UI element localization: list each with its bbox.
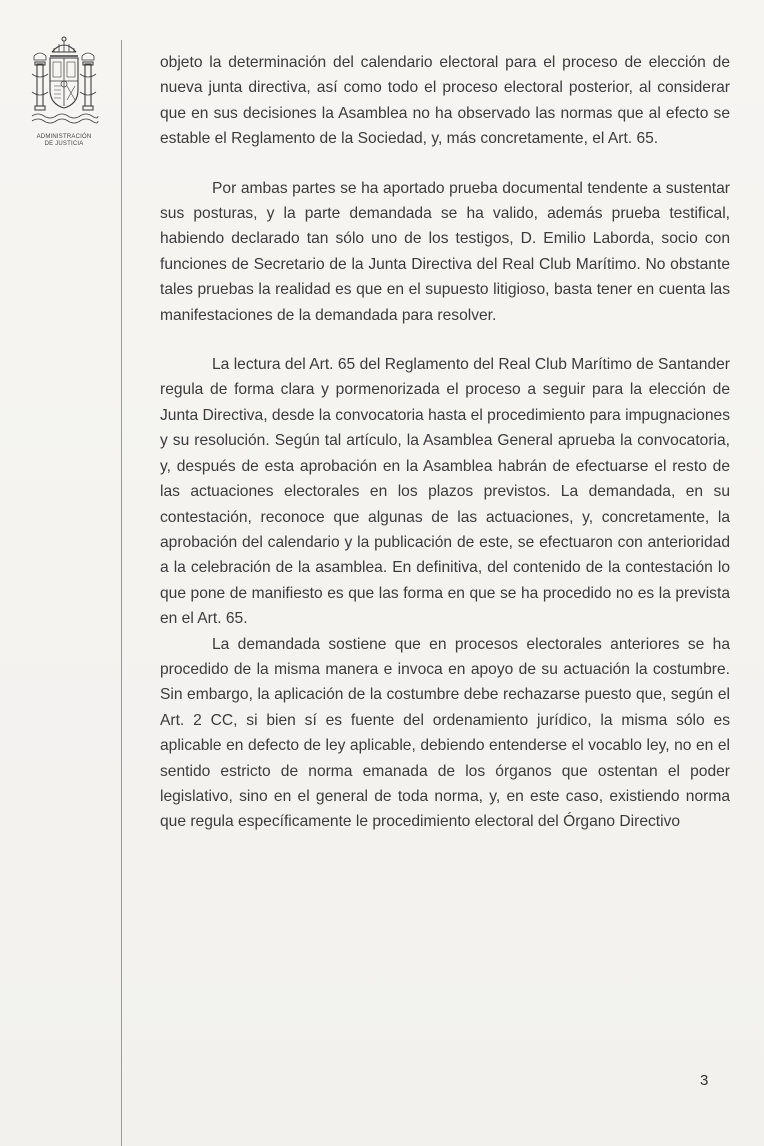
org-line-2: DE JUSTICIA [44,141,84,147]
paragraph-custom: La demandada sostiene que en procesos electorales anteriores se ha procedido de la misma manera e invoca en apoyo de su actuación la costumbre. Sin embargo, la aplicación de la costumbre debe rechazarse puesto que, según el Art. 2 CC, si bien sí es fuente del ordenamiento jurídico, la misma sólo es aplicable en defecto de ley aplicable, debiendo entenderse el vocablo ley, no en el sentido estricto de norma emanada de los órganos que ostentan el poder legislativo, sino en el general de toda norma, y, en este caso, existiendo norma que regula específicamente le procedimiento electoral del Órgano Directivo [160,635,730,831]
document-body [160,50,730,835]
paragraph-continuation: objeto la determinación del calendario electoral para el proceso de elección de nueva junta directiva, así como todo el proceso electoral posterior, al considerar que en sus decisiones la Asamblea no ha observado las normas que al efecto se estable el Reglamento de la Sociedad, y, más concretamente, el Art. 65. [160,54,730,148]
paragraph-article-65: La lectura del Art. 65 del Reglamento del Real Club Marítimo de Santander regula de forma clara y pormenorizada el proceso a seguir para la elección de Junta Directiva, desde la convocatoria hasta el procedimiento para impugnaciones y su resolución. Según tal artículo, la Asamblea General aprueba la convocatoria, y, después de esta aprobación en la Asamblea habrán de efectuarse el resto de las actuaciones electorales en los plazos previstos. La demandada, en su contestación, reconoce que algunas de las actuaciones, y, concretamente, la aprobación del calendario y la publicación de este, se efectuaron con anterioridad a la celebración de la asamblea. En definitiva, del contenido de la contestación lo que pone de manifiesto es que las forma en que se ha procedido no es la prevista en el Art. 65. [160,356,730,628]
margin-rule [121,40,122,1146]
paragraph-evidence: Por ambas partes se ha aportado prueba documental tendente a sustentar sus posturas, y la parte demandada se ha valido, además prueba testifical, habiendo declarado tan sólo uno de los testigos, D. Emilio Laborda, socio con funciones de Secretario de la Junta Directiva del Real Club Marítimo. No obstante tales pruebas la realidad es que en el supuesto litigioso, basta tener en cuenta las manifestaciones de la demandada para resolver. [160,179,730,324]
coat-of-arms-icon [28,34,100,126]
org-line-1: ADMINISTRACIÓN [36,134,92,140]
issuing-authority-label [18,134,110,148]
page-number: 3 [700,1072,709,1089]
